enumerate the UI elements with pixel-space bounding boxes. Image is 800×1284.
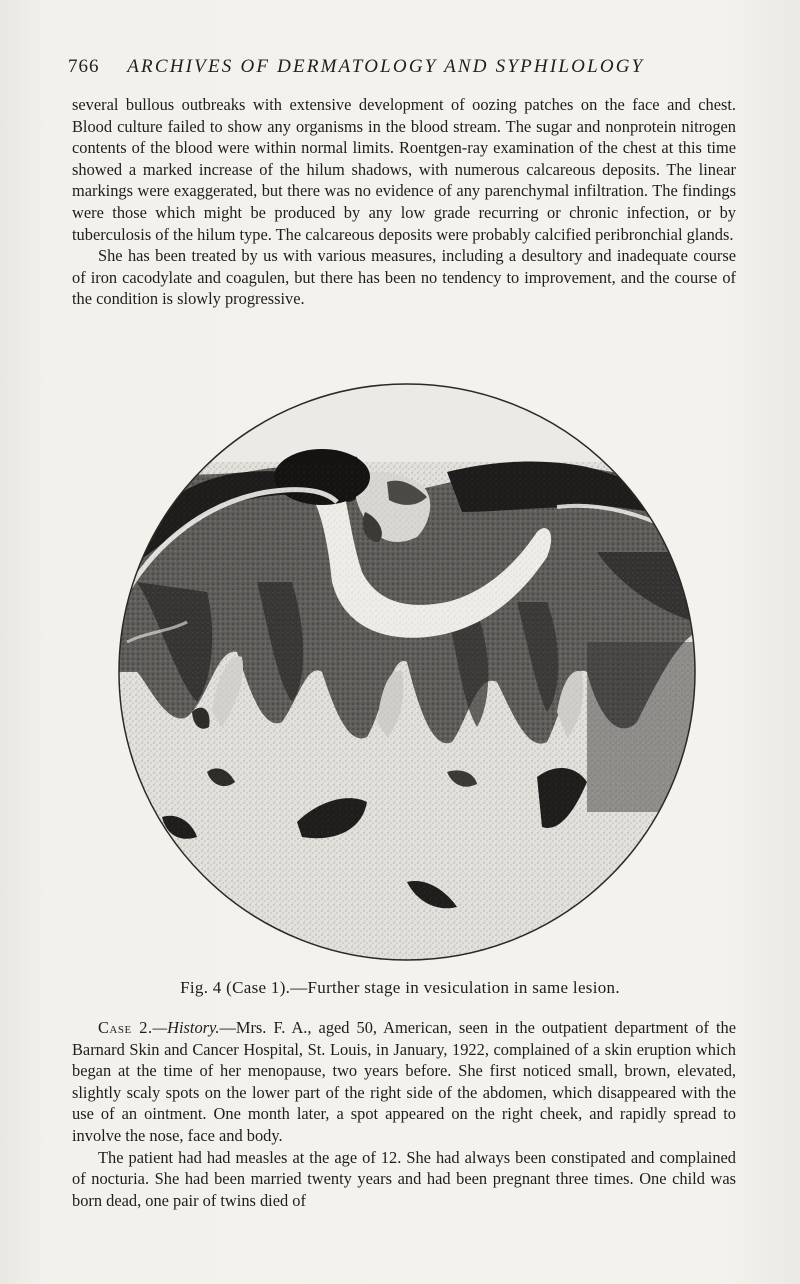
bottom-text-block xyxy=(72,1017,736,1211)
case-2-paragraph-2: The patient had had measles at the age of 12. She had always been constipated and complained of nocturia. She had been married twenty years and had been pregnant three times. One child was born dead, one pair of twins died of xyxy=(72,1147,736,1210)
figure-caption: Fig. 4 (Case 1).—Further stage in vesiculation in same lesion. xyxy=(180,978,620,997)
case-2-paragraph-1-body: —Mrs. F. A., aged 50, American, seen in the outpatient department of the Barnard Skin and Cancer Hospital, St. Louis, in January, 1922, complained of a skin eruption which began at the time of her menopause, two years before. She first noticed small, brown, elevated, slightly scaly spots on the lower part of the right side of the abdomen, which disappeared with the use of an ointment. One month later, a spot appeared on the right cheek, and rapidly spread to involve the nose, face and body. xyxy=(72,1018,736,1145)
case-2-paragraph-1 xyxy=(72,1017,736,1147)
page-number: 766 xyxy=(68,56,100,77)
micrograph-figure xyxy=(117,382,697,962)
case-label: Case 2. xyxy=(98,1018,153,1037)
histology-micrograph-image xyxy=(117,382,697,962)
top-text-block xyxy=(72,94,736,310)
history-label: —History. xyxy=(152,1018,220,1037)
top-paragraph-2: She has been treated by us with various measures, including a desultory and inadequate course of iron cacodylate and coagulen, but there has been no tendency to improvement, and the course of the condition is slowly progressive. xyxy=(72,246,736,309)
top-paragraph-1: several bullous outbreaks with extensive development of oozing patches on the face and chest. Blood culture failed to show any organisms in the blood stream. The sugar and nonprotein nitrogen contents of the blood were within normal limits. Roentgen-ray examination of the chest at this time showed a marked increase of the hilum shadows, with numerous calcareous deposits. The linear markings were exaggerated, but there was no evidence of any parenchymal infiltration. The findings were those which might be produced by any low grade recurring or chronic infection, or by tuberculosis of the hilum type. The calcareous deposits were probably calcified peribronchial glands. xyxy=(72,95,736,244)
journal-title: ARCHIVES OF DERMATOLOGY AND SYPHILOLOGY xyxy=(127,56,645,77)
running-header xyxy=(68,56,748,78)
